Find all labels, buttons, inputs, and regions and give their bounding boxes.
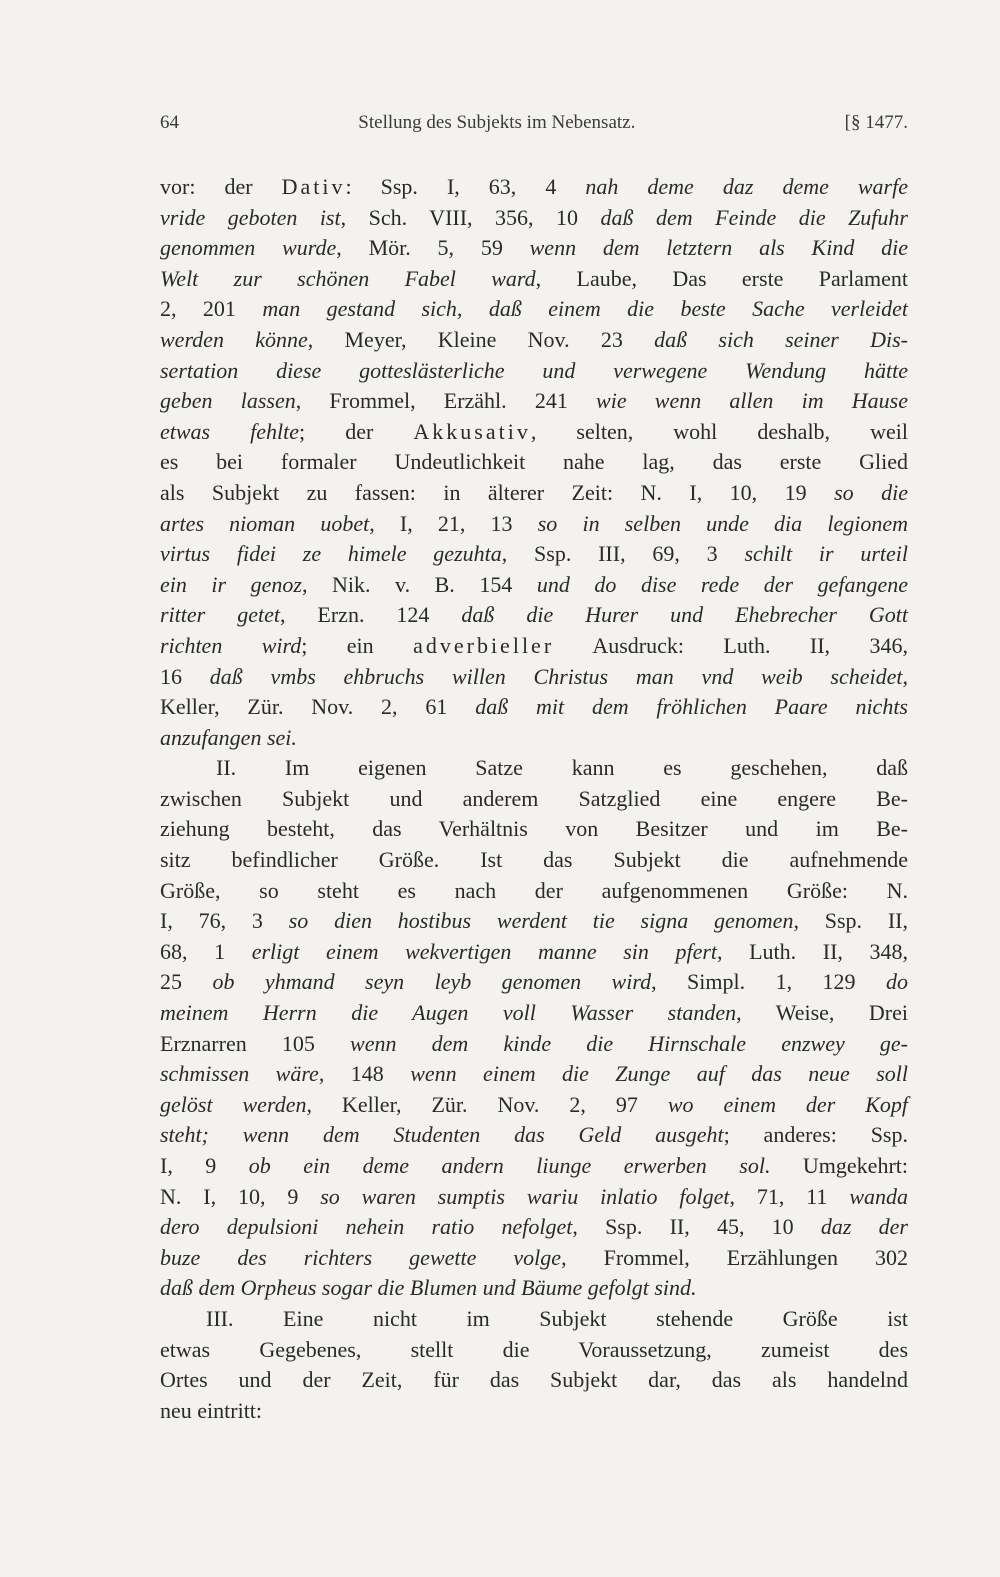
text-run: , Laube, Das erste Parlament	[535, 265, 908, 291]
text-line	[160, 814, 908, 845]
text-line	[160, 356, 908, 387]
italic-quote: anzufangen sei.	[160, 724, 297, 750]
italic-quote: vride geboten ist	[160, 204, 341, 230]
text-line	[160, 753, 908, 784]
italic-quote: gelöst werden	[160, 1091, 307, 1117]
text-run: , Mör. 5, 59	[336, 235, 530, 261]
italic-quote: virtus fidei ze himele gezuhta	[160, 541, 502, 567]
italic-quote: so waren sumptis wariu inlatio folget	[320, 1183, 730, 1209]
italic-quote: werden könne	[160, 326, 308, 352]
text-run: ; ein	[301, 632, 414, 658]
italic-quote: so dien hostibus werdent tie signa genomen	[288, 908, 794, 934]
text-line	[160, 203, 908, 234]
italic-quote: wanda	[849, 1183, 909, 1209]
text-line	[160, 906, 908, 937]
spaced-term: Akkusativ	[413, 418, 531, 444]
text-run: ziehung besteht, das Verhältnis von Besitzer und im Be-	[160, 816, 908, 842]
italic-quote: wo einem der Kopf	[667, 1091, 908, 1117]
text-line	[160, 570, 908, 601]
italic-quote: schilt ir urteil	[744, 541, 908, 567]
text-run: , Simpl. 1, 129	[651, 969, 886, 995]
italic-quote: daß dem Orpheus sogar die Blumen und Bäume gefolgt sind.	[160, 1275, 697, 1301]
text-run: , 71, 11	[729, 1183, 850, 1209]
text-line	[160, 325, 908, 356]
text-line	[160, 1151, 908, 1182]
italic-quote: ob ein deme andern liunge erwerben sol.	[248, 1153, 771, 1178]
text-line	[160, 1059, 908, 1090]
text-run: ; der	[299, 418, 414, 444]
text-run: zwischen Subjekt und anderem Satzglied eine engere Be-	[160, 785, 908, 811]
italic-quote: ob yhmand seyn leyb genomen wird	[212, 969, 652, 995]
text-line	[160, 478, 908, 509]
italic-quote: daß mit dem fröhlichen Paare nichts	[475, 694, 908, 720]
text-run: neu eintritt:	[160, 1397, 263, 1423]
text-line	[160, 1090, 908, 1121]
italic-quote: buze des richters gewette volge	[160, 1244, 562, 1270]
text-run: , Sch. VIII, 356, 10	[340, 204, 601, 230]
italic-quote: ein ir genoz	[160, 571, 302, 597]
text-run: : Ssp. I, 63, 4	[345, 174, 586, 199]
italic-quote: so die	[834, 479, 908, 505]
italic-quote: man gestand sich, daß einem die beste Sache verleidet	[262, 296, 908, 322]
spaced-term: adverbieller	[413, 632, 555, 658]
section-reference: [§ 1477.	[844, 112, 908, 133]
text-run: , Meyer, Kleine Nov. 23	[307, 326, 655, 352]
text-line	[160, 998, 908, 1029]
text-run: als Subjekt zu fassen: in älterer Zeit: N. I, 10, 19	[160, 479, 835, 505]
text-run: sitz befindlicher Größe. Ist das Subjekt die aufnehmende	[160, 847, 908, 873]
text-run: , Ssp. III, 69, 3	[501, 541, 745, 567]
italic-quote: do	[886, 969, 908, 995]
text-line	[160, 509, 908, 540]
italic-quote: genommen wurde	[160, 235, 337, 261]
text-line	[160, 631, 908, 662]
text-run: Keller, Zür. Nov. 2, 61	[160, 694, 476, 720]
italic-quote: daß die Hurer und Ehebrecher Gott	[461, 602, 908, 628]
text-line	[160, 1182, 908, 1213]
italic-quote: so in selben unde dia legionem	[537, 510, 908, 536]
text-line	[160, 1365, 908, 1396]
italic-quote: daß vmbs ehbruchs willen Christus man vnd weib scheidet	[209, 663, 903, 689]
text-run: , Luth. II, 348,	[717, 938, 908, 964]
text-line	[160, 1335, 908, 1366]
italic-quote: richten wird	[160, 632, 302, 658]
text-run: I, 9	[160, 1153, 249, 1178]
text-line	[160, 539, 908, 570]
text-line	[160, 937, 908, 968]
text-run: Umgekehrt:	[770, 1153, 909, 1178]
text-line	[160, 600, 908, 631]
text-run: I, 76, 3	[160, 908, 289, 934]
page-number: 64	[160, 112, 179, 133]
text-run: es bei formaler Undeutlichkeit nahe lag, das erste Glied	[160, 449, 908, 475]
text-run: etwas Gegebenes, stellt die Voraussetzung, zumeist des	[160, 1336, 908, 1362]
text-run: II. Im eigenen Satze kann es geschehen, daß	[216, 755, 908, 781]
text-run: , 148	[318, 1061, 411, 1087]
text-line	[160, 845, 908, 876]
italic-quote: und do dise rede der gefangene	[536, 571, 908, 597]
text-run: vor: der	[160, 174, 282, 199]
text-line	[160, 1396, 908, 1427]
text-run: , selten, wohl deshalb, weil	[530, 418, 908, 444]
text-run: 16	[160, 663, 210, 689]
text-run: N. I, 10, 9	[160, 1183, 321, 1209]
text-line	[160, 784, 908, 815]
italic-quote: nah deme daz deme warfe	[585, 174, 908, 199]
italic-quote: artes nioman uobet	[160, 510, 370, 536]
italic-quote: meinem Herrn die Augen voll Wasser standen	[160, 1000, 737, 1026]
text-run: Größe, so steht es nach der aufgenommenen Größe: N.	[160, 877, 908, 903]
text-line	[160, 662, 908, 693]
text-run: 68, 1	[160, 938, 252, 964]
text-line	[160, 723, 908, 754]
italic-quote: etwas fehlte	[160, 418, 300, 444]
text-line	[160, 1304, 908, 1335]
text-line	[160, 1120, 908, 1151]
text-run: , Erzn. 124	[279, 602, 462, 628]
text-line	[160, 386, 908, 417]
italic-quote: daß sich seiner Dis-	[654, 326, 908, 352]
text-line	[160, 1212, 908, 1243]
text-line	[160, 967, 908, 998]
text-line	[160, 172, 908, 203]
text-line	[160, 1029, 908, 1060]
text-run: Ortes und der Zeit, für das Subjekt dar, das als handelnd	[160, 1367, 908, 1393]
text-line	[160, 447, 908, 478]
text-run: , I, 21, 13	[369, 510, 538, 536]
italic-quote: ritter getet	[160, 602, 280, 628]
text-run: III. Eine nicht im Subjekt stehende Größe ist	[206, 1305, 908, 1331]
text-run: , Weise, Drei	[736, 1000, 909, 1026]
italic-quote: Welt zur schönen Fabel ward	[160, 265, 536, 291]
running-title: Stellung des Subjekts im Nebensatz.	[358, 112, 636, 133]
italic-quote: wenn dem kinde die Hirnschale enzwey ge-	[350, 1030, 908, 1056]
italic-quote: wenn dem letztern als Kind die	[529, 235, 908, 261]
text-line	[160, 1273, 908, 1304]
spaced-term: Dativ	[281, 174, 346, 199]
italic-quote: sertation diese gotteslästerliche und verwegene Wendung hätte	[160, 357, 908, 383]
text-run: , Ssp. II, 45, 10	[572, 1214, 821, 1240]
text-line	[160, 264, 908, 295]
text-line	[160, 417, 908, 448]
italic-quote: dero depulsioni nehein ratio nefolget	[160, 1214, 573, 1240]
text-run: , Frommel, Erzählungen 302	[561, 1244, 908, 1270]
text-run: , Nik. v. B. 154	[301, 571, 537, 597]
text-run: , Ssp. II,	[793, 908, 908, 934]
italic-quote: geben lassen	[160, 388, 296, 414]
text-run: 25	[160, 969, 213, 995]
text-run: Ausdruck: Luth. II, 346,	[554, 632, 908, 658]
text-run: , Keller, Zür. Nov. 2, 97	[306, 1091, 668, 1117]
text-run: 2, 201	[160, 296, 263, 322]
italic-quote: steht; wenn dem Studenten das Geld ausgeht	[160, 1122, 724, 1148]
text-run: , Frommel, Erzähl. 241	[295, 388, 597, 414]
text-line	[160, 692, 908, 723]
text-run: Erznarren 105	[160, 1030, 351, 1056]
running-header	[160, 112, 908, 134]
text-line	[160, 233, 908, 264]
italic-quote: wenn einem die Zunge auf das neue soll	[410, 1061, 908, 1087]
text-run: ; anderes: Ssp.	[723, 1122, 908, 1148]
italic-quote: daß dem Feinde die Zufuhr	[600, 204, 908, 230]
text-line	[160, 876, 908, 907]
body-text	[160, 172, 908, 1426]
italic-quote: schmissen wäre	[160, 1061, 319, 1087]
text-line	[160, 1243, 908, 1274]
italic-quote: wie wenn allen im Hause	[596, 388, 908, 414]
text-line	[160, 294, 908, 325]
text-run: ,	[902, 663, 908, 689]
italic-quote: daz der	[820, 1214, 908, 1240]
italic-quote: erligt einem wekvertigen manne sin pfert	[251, 938, 718, 964]
